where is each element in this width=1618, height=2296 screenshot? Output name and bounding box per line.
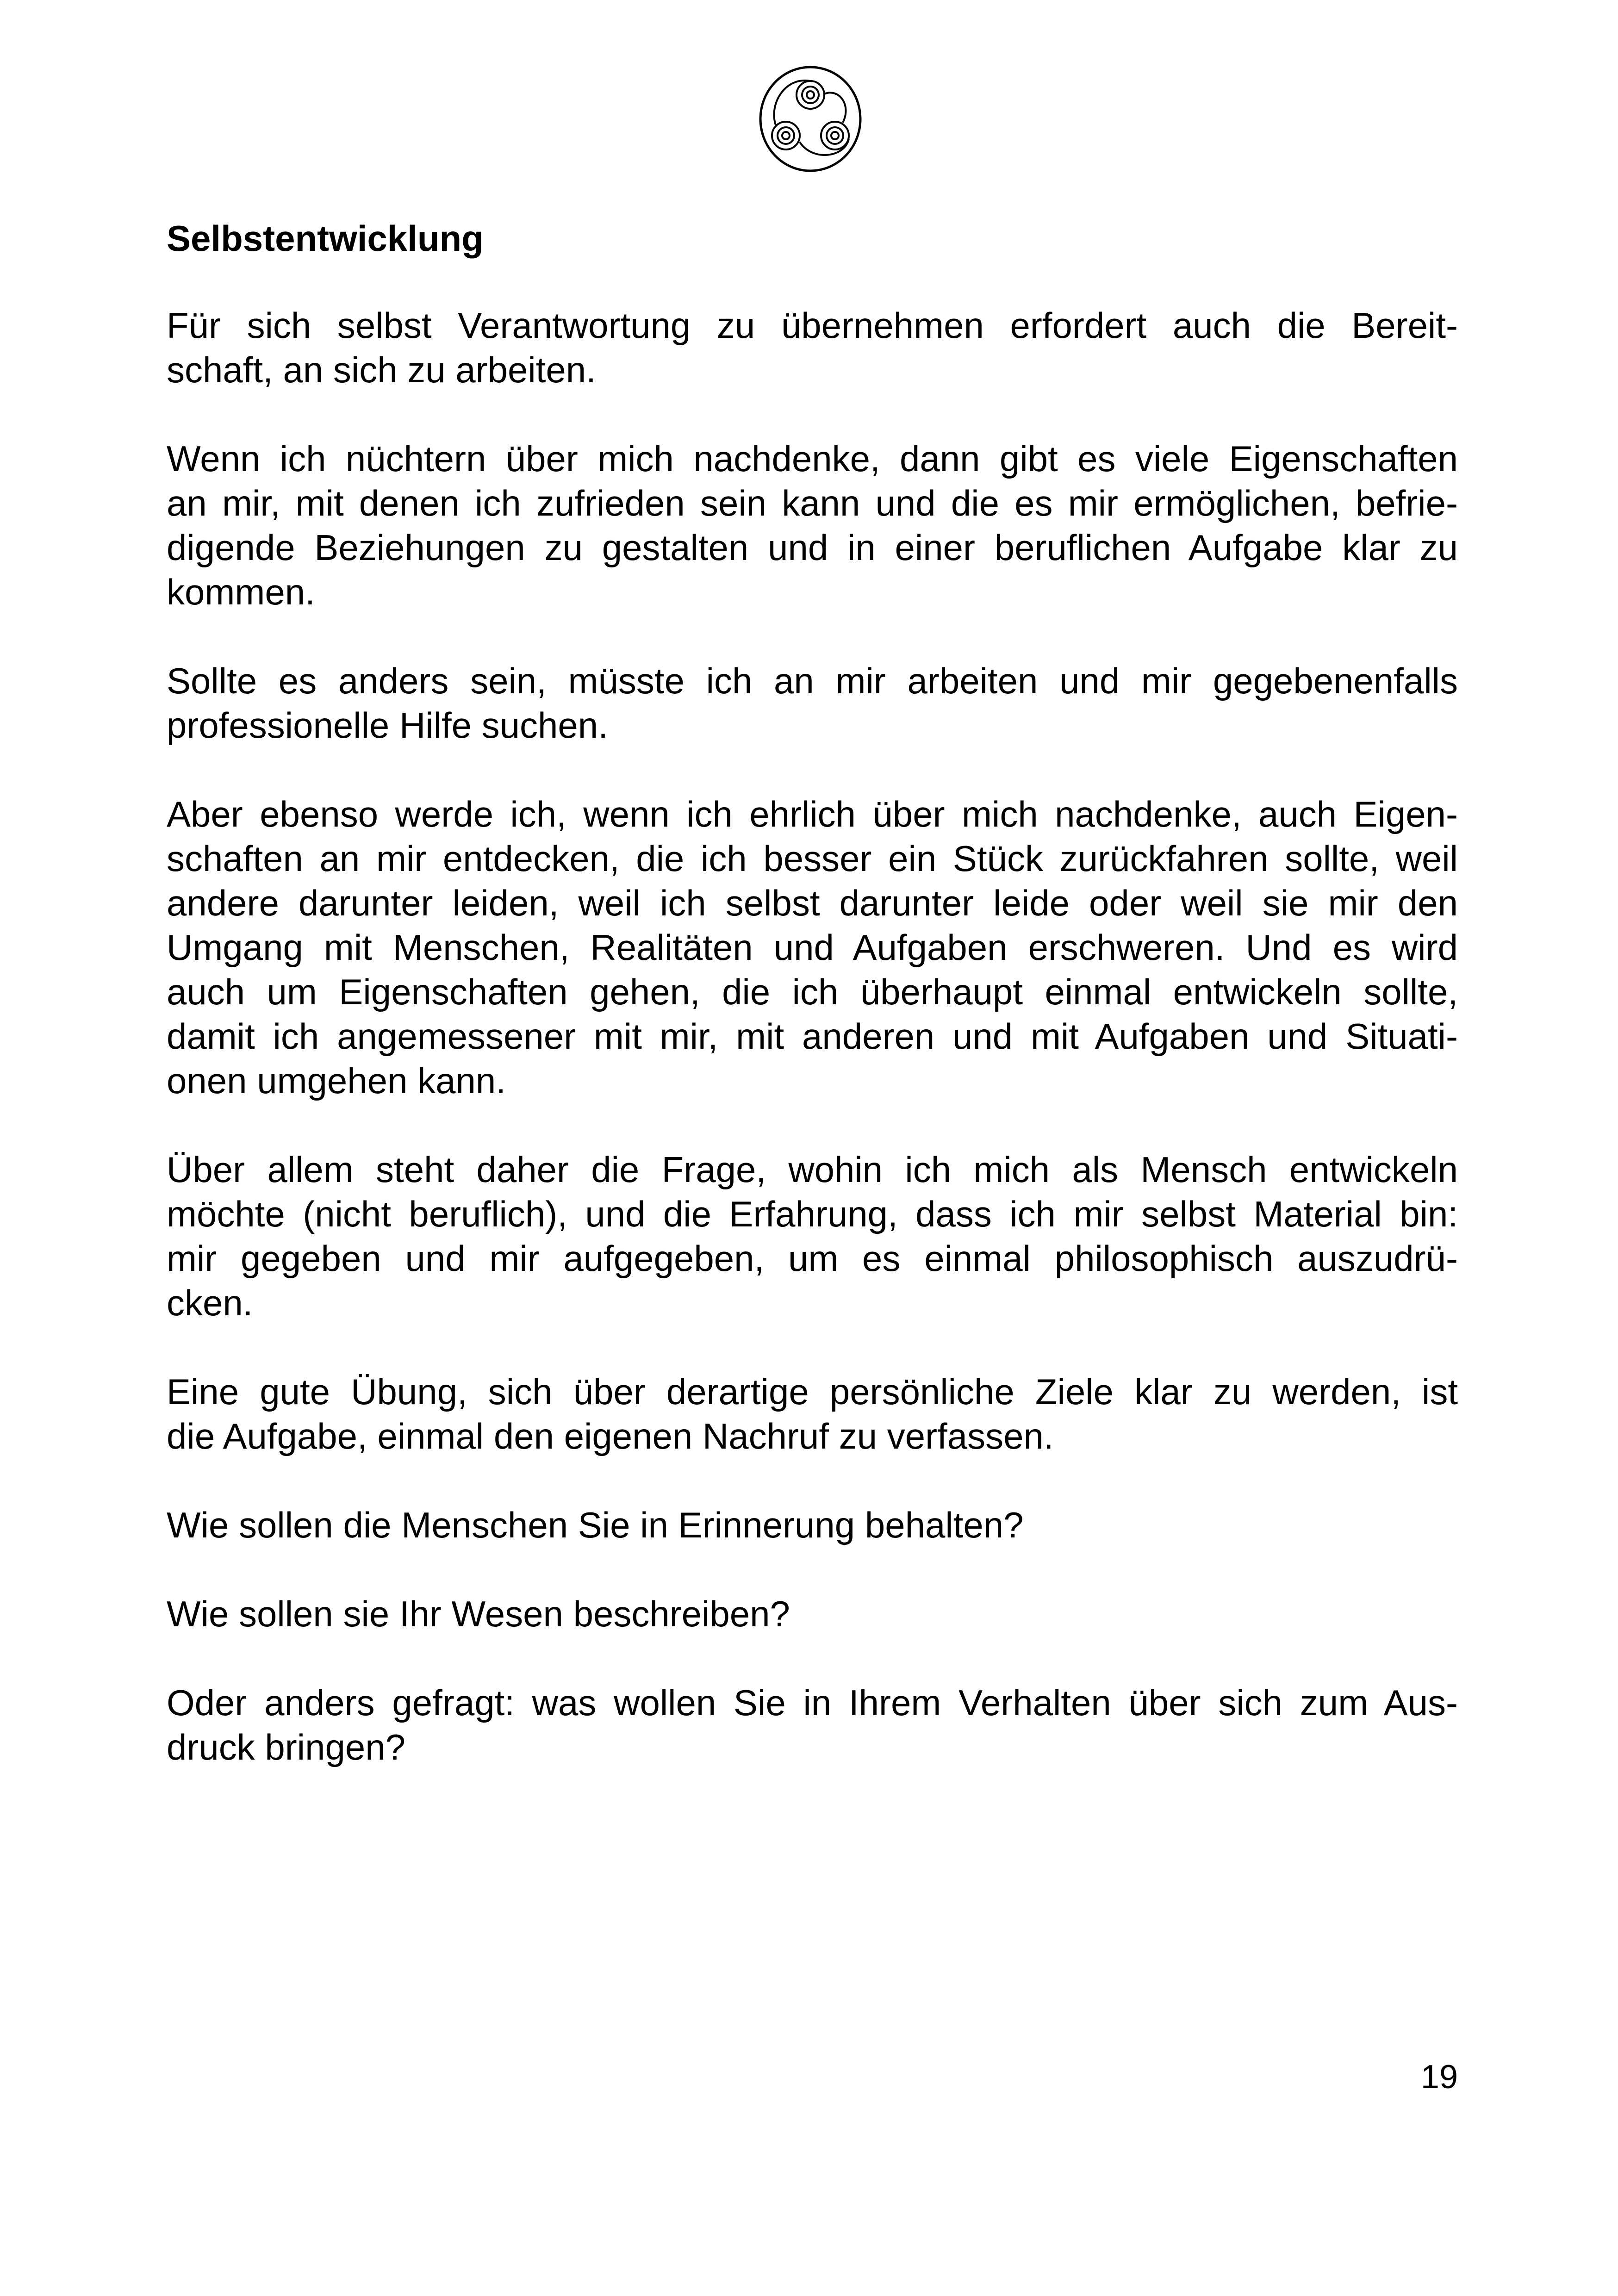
paragraph <box>167 1147 1458 1325</box>
paragraph <box>167 792 1458 1103</box>
text-line: Aber ebenso werde ich, wenn ich ehrlich über mich nachdenke, auch Eigen- <box>167 794 1458 834</box>
text-line: Oder anders gefragt: was wollen Sie in Ihrem Verhalten über sich zum Aus- <box>167 1682 1458 1723</box>
paragraph <box>167 1503 1458 1547</box>
text-line: auch um Eigenschaften gehen, die ich überhaupt einmal entwickeln sollte, <box>167 971 1458 1012</box>
text-line: Sollte es anders sein, müsste ich an mir arbeiten und mir gegebenenfalls <box>167 660 1458 701</box>
text-block <box>167 211 1458 1814</box>
text-line: Umgang mit Menschen, Realitäten und Aufgaben erschweren. Und es wird <box>167 927 1458 968</box>
text-line: druck bringen? <box>167 1727 405 1767</box>
section-heading: Selbstentwicklung <box>167 218 484 259</box>
text-line: schaften an mir entdecken, die ich besser ein Stück zurückfahren sollte, weil <box>167 838 1458 879</box>
text-line: Wie sollen sie Ihr Wesen beschreiben? <box>167 1593 790 1634</box>
text-line: an mir, mit denen ich zufrieden sein kann und die es mir ermöglichen, befrie- <box>167 483 1458 523</box>
text-line: Für sich selbst Verantwortung zu übernehmen erfordert auch die Bereit- <box>167 305 1458 346</box>
text-line: schaft, an sich zu arbeiten. <box>167 349 596 390</box>
paragraph <box>167 659 1458 747</box>
page-number: 19 <box>1420 2059 1458 2096</box>
text-line: mir gegeben und mir aufgegeben, um es einmal philosophisch auszudrü- <box>167 1238 1458 1279</box>
paragraph <box>167 436 1458 614</box>
text-line: andere darunter leiden, weil ich selbst darunter leide oder weil sie mir den <box>167 883 1458 923</box>
triskele-emblem-icon <box>757 62 864 174</box>
text-line: Wenn ich nüchtern über mich nachdenke, dann gibt es viele Eigenschaften <box>167 438 1458 479</box>
text-line: Wie sollen die Menschen Sie in Erinnerung behalten? <box>167 1505 1024 1545</box>
text-line: die Aufgabe, einmal den eigenen Nachruf zu verfassen. <box>167 1416 1054 1456</box>
paragraph <box>167 1680 1458 1769</box>
text-line: damit ich angemessener mit mir, mit anderen und mit Aufgaben und Situati- <box>167 1016 1458 1057</box>
text-line: cken. <box>167 1282 253 1323</box>
paragraph <box>167 303 1458 392</box>
paragraph <box>167 1592 1458 1636</box>
text-line: professionelle Hilfe suchen. <box>167 705 608 746</box>
text-line: digende Beziehungen zu gestalten und in einer beruflichen Aufgabe klar zu <box>167 527 1458 568</box>
text-line: möchte (nicht beruflich), und die Erfahrung, dass ich mir selbst Material bin: <box>167 1194 1458 1234</box>
text-line: kommen. <box>167 572 315 612</box>
text-line: Eine gute Übung, sich über derartige persönliche Ziele klar zu werden, ist <box>167 1371 1458 1412</box>
paragraph <box>167 1369 1458 1458</box>
text-line: Über allem steht daher die Frage, wohin ich mich als Mensch entwickeln <box>167 1149 1458 1190</box>
text-line: onen umgehen kann. <box>167 1060 506 1101</box>
